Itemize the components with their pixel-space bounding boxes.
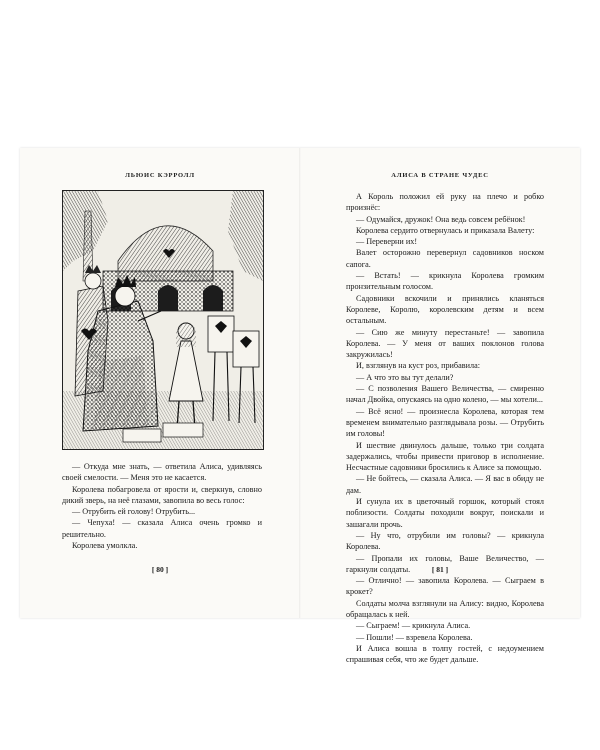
paragraph: — Сыграем! — крикнула Алиса. — [356, 621, 471, 631]
paragraph: Королева умолкла. — [72, 541, 138, 551]
book-spread — [20, 148, 580, 665]
page-number-right: [ 81 ] — [431, 565, 449, 574]
paragraph: — Отлично! — завопила Королева. — Сыграем в крокет? — [346, 576, 544, 597]
paragraph: — Переверни их! — [356, 237, 418, 247]
paragraph: — Ну что, отрубили им головы? — крикнула Королева. — [346, 530, 544, 552]
paragraph: Королева побагровела от ярости и, сверкнув, словно дикий зверь, на неё глазами, завопила во весь голос: — [62, 484, 262, 505]
paragraph: — Чепуха! — сказала Алиса очень громко и решительно. — [62, 518, 262, 539]
paragraph: — Откуда мне знать, — ответила Алиса, удивляясь своей смелости. — Меня это не касается. — [62, 462, 262, 483]
paragraph: — Не бойтесь, — сказала Алиса. — Я вас в обиду не дам. — [346, 474, 544, 495]
paragraph: — Сию же минуту перестаньте! — завопила Королева. — У меня от ваших поклонов голова закружилась! — [346, 327, 544, 360]
paragraph: — Пропали их головы, Ваше Величество, — гаркнули солдаты. — [346, 553, 544, 574]
paragraph: — А что это вы тут делали? — [356, 372, 454, 382]
paragraph: — Всё ясно! — произнесла Королева, которая тем временем внимательно разглядывала розы. — Отрубить им головы! — [346, 406, 544, 439]
paragraph: И сунула их в цветочный горшок, который стоял поблизости. Солдаты походили вокруг, поискали и зашагали прочь. — [346, 497, 544, 529]
right-page-text — [346, 191, 544, 665]
page-number-left: [ 80 ] — [151, 565, 169, 574]
paragraph: И, взглянув на куст роз, прибавила: — [356, 361, 480, 371]
paragraph: Королева сердито отвернулась и приказала Валету: — [356, 225, 535, 235]
right-page — [300, 148, 580, 665]
running-head-title: АЛИСА В СТРАНЕ ЧУДЕС — [391, 172, 489, 179]
paragraph: — С позволения Вашего Величества, — смиренно начал Двойка, опускаясь на одно колено, — мы хотели... — [346, 384, 544, 405]
paragraph: И Алиса вошла в толпу гостей, с недоумением спрашивая себя, что же будет дальше. — [346, 643, 544, 665]
paragraph: Валет осторожно перевернул садовников носком сапога. — [346, 248, 544, 269]
paragraph: Садовники вскочили и принялись кланяться Королеве, Королю, королевским детям и всем остальным. — [346, 293, 544, 326]
paragraph: Солдаты молча взглянули на Алису: видно, Королева обращалась к ней. — [346, 598, 544, 619]
engraving-queen-alice-garden-icon — [62, 190, 264, 450]
left-page — [20, 148, 300, 618]
paragraph: — Встать! — крикнула Королева громким пронзительным голосом. — [346, 271, 544, 292]
paragraph: — Одумайся, дружок! Она ведь совсем ребёнок! — [356, 214, 526, 224]
paragraph: — Отрубить ей голову! Отрубить... — [72, 507, 196, 517]
paragraph: — Пошли! — взревела Королева. — [356, 632, 473, 642]
paragraph: И шествие двинулось дальше, только три солдата задержались, чтобы привести приговор в исполнение. Несчастные садовники бросились к Алисе за помощью. — [346, 440, 544, 473]
running-head-author: ЛЬЮИС КЭРРОЛЛ — [125, 172, 195, 179]
left-page-text — [62, 461, 262, 551]
paragraph: А Король положил ей руку на плечо и робко произнёс: — [346, 192, 544, 213]
